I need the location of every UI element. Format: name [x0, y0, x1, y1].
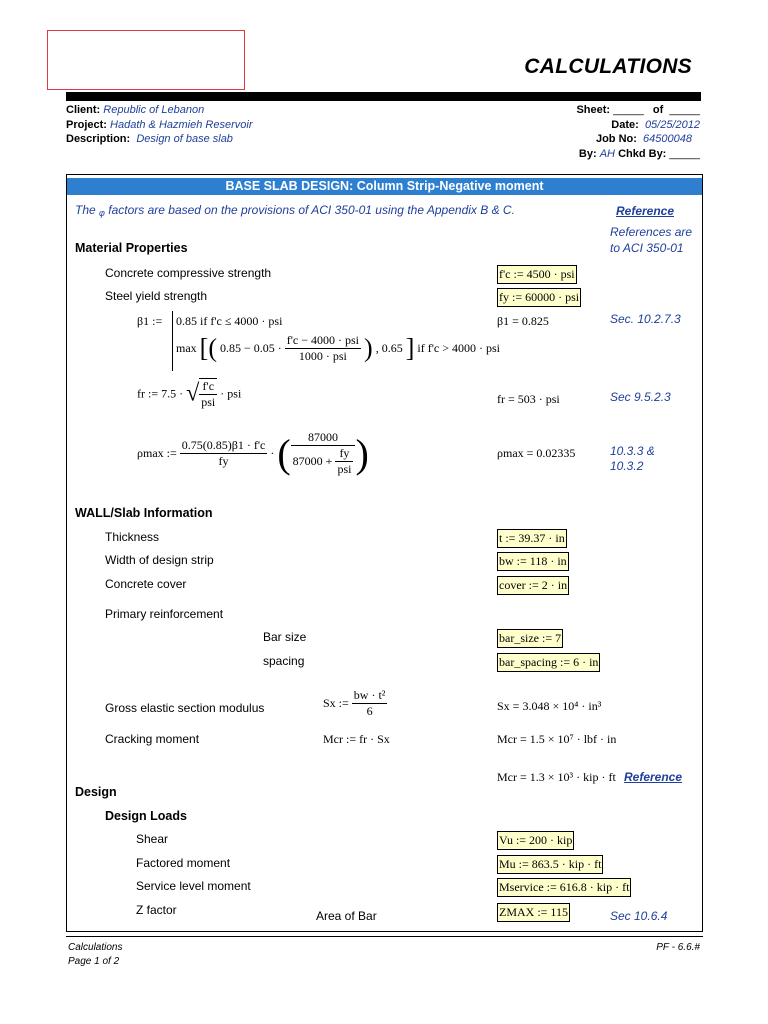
beta-condition: if f'c > 4000 · psi — [417, 341, 500, 355]
project-label: Project: — [66, 119, 107, 131]
description-value: Design of base slab — [136, 133, 233, 145]
rho-ref-2: 10.3.2 — [610, 459, 644, 473]
fr-fraction — [199, 378, 217, 410]
thickness-input[interactable]: t := 39.37 · in — [497, 529, 567, 548]
intro-text-a: The — [75, 203, 96, 217]
fr-frac-den: psi — [201, 395, 216, 409]
fr-def-a: fr := 7.5 · — [137, 386, 184, 401]
beta-max: max — [176, 341, 197, 355]
sheet-label: Sheet: — [576, 104, 611, 116]
chkd-value: _____ — [669, 148, 700, 160]
barsize-input[interactable]: bar_size := 7 — [497, 629, 563, 648]
factored-input[interactable]: Mu := 863.5 · kip · ft — [497, 855, 603, 874]
material-heading: Material Properties — [75, 241, 188, 255]
reference-link[interactable]: Reference — [616, 204, 675, 218]
sx-def — [323, 688, 387, 719]
by-label: By: — [578, 148, 597, 160]
rho-fraction — [180, 438, 268, 469]
cover-label: Concrete cover — [105, 577, 187, 591]
project-value: Hadath & Hazmieh Reservoir — [110, 119, 253, 131]
fr-ref: Sec 9.5.2.3 — [610, 390, 671, 404]
jobno-label: Job No: — [595, 133, 637, 145]
footer-left-2: Page 1 of 2 — [68, 956, 120, 967]
jobno-row — [596, 133, 692, 145]
sheet-row — [576, 104, 700, 116]
fr-result: fr = 503 · psi — [497, 392, 560, 406]
rho-frac2-den-a: 87000 + — [292, 454, 333, 468]
reference-note-1: References are — [610, 225, 693, 239]
footer-divider — [66, 936, 703, 937]
sqrt-sign: √ — [186, 380, 200, 407]
barsize-label: Bar size — [263, 630, 307, 644]
beta-coef: 0.85 − 0.05 · — [220, 341, 282, 355]
beta-fraction — [285, 333, 361, 364]
logo-placeholder — [47, 30, 245, 90]
mcr-def: Mcr := fr · Sx — [323, 732, 390, 746]
paren-close: ) — [364, 333, 373, 363]
rho-dot: · — [270, 446, 275, 460]
fr-def — [137, 378, 241, 410]
footer-right: PF - 6.6.# — [656, 942, 700, 953]
bracket-open: [( — [199, 333, 217, 363]
fc-label: Concrete compressive strength — [105, 266, 272, 280]
spacing-label: spacing — [263, 654, 305, 668]
of-value: _____ — [669, 104, 700, 116]
primary-label: Primary reinforcement — [105, 607, 224, 621]
beta-frac-num: f'c − 4000 · psi — [286, 333, 360, 347]
design-heading: Design — [75, 785, 117, 799]
sx-frac-den: 6 — [366, 704, 373, 718]
rho-frac-den: fy — [218, 454, 229, 468]
rho-frac2-den — [291, 446, 356, 477]
rho-inner-fraction — [335, 446, 353, 477]
rho-result: ρmax = 0.02335 — [497, 446, 576, 460]
sheet-value: _____ — [613, 104, 644, 116]
rho-paren-open: ( — [277, 431, 291, 476]
header-divider — [66, 92, 701, 101]
rho-inner-num: fy — [335, 446, 353, 462]
description-row — [66, 133, 233, 145]
bracket-close: ] — [405, 333, 415, 363]
fr-def-b: · psi — [220, 386, 242, 401]
by-row — [579, 148, 700, 160]
beta-line1: 0.85 if f'c ≤ 4000 · psi — [176, 314, 283, 328]
sx-result: Sx = 3.048 × 10⁴ · in³ — [497, 699, 602, 713]
zfactor-ref: Sec 10.6.4 — [610, 909, 668, 923]
thickness-label: Thickness — [105, 530, 160, 544]
loads-heading: Design Loads — [105, 809, 187, 823]
mcr-label: Cracking moment — [105, 732, 200, 746]
area-of-bar-label: Area of Bar — [316, 909, 377, 923]
wall-heading: WALL/Slab Information — [75, 506, 213, 520]
mcr-result1: Mcr = 1.5 × 10⁷ · lbf · in — [497, 732, 617, 746]
rho-fraction2 — [291, 430, 356, 477]
beta-def: β1 := — [137, 314, 163, 328]
rho-inner-den: psi — [337, 462, 352, 476]
rho-frac2-num: 87000 — [291, 430, 356, 446]
fy-input[interactable]: fy := 60000 · psi — [497, 288, 581, 307]
intro-text — [75, 203, 515, 218]
mcr-reference-link[interactable]: Reference — [624, 770, 683, 784]
width-input[interactable]: bw := 118 · in — [497, 552, 569, 571]
reference-note-2: to ACI 350-01 — [610, 241, 684, 255]
client-label: Client: — [66, 104, 101, 116]
fc-input[interactable]: f'c := 4500 · psi — [497, 265, 577, 284]
beta-frac-den: 1000 · psi — [298, 349, 347, 363]
fr-frac-num: f'c — [199, 379, 217, 395]
beta-min: , 0.65 — [375, 341, 403, 355]
document-title: CALCULATIONS — [524, 55, 692, 78]
factored-label: Factored moment — [136, 856, 231, 870]
service-input[interactable]: Mservice := 616.8 · kip · ft — [497, 878, 631, 897]
beta-result: β1 = 0.825 — [497, 314, 549, 328]
date-label: Date: — [611, 119, 639, 131]
of-label: of — [652, 104, 664, 116]
phi-symbol: φ — [99, 208, 105, 218]
sx-fraction — [352, 688, 388, 719]
shear-label: Shear — [136, 832, 169, 846]
intro-text-b: factors are based on the provisions of ACI 350-01 using the Appendix B & C. — [108, 203, 515, 217]
date-row — [611, 119, 700, 131]
section-title: BASE SLAB DESIGN: Column Strip-Negative moment — [67, 178, 702, 195]
shear-input[interactable]: Vu := 200 · kip — [497, 831, 574, 850]
client-row — [66, 104, 204, 116]
sx-def-a: Sx := — [323, 696, 349, 710]
jobno-value: 64500048 — [643, 133, 692, 145]
rho-ref-1: 10.3.3 & — [610, 444, 655, 458]
zfactor-input[interactable]: ZMAX := 115 — [497, 903, 570, 922]
description-label: Description: — [66, 133, 131, 145]
client-value: Republic of Lebanon — [103, 104, 205, 116]
project-row — [66, 119, 252, 131]
zfactor-label: Z factor — [136, 903, 177, 917]
beta-ref: Sec. 10.2.7.3 — [610, 312, 681, 326]
service-label: Service level moment — [136, 879, 251, 893]
rho-frac-num: 0.75(0.85)β1 · f'c — [181, 438, 266, 452]
rho-def — [137, 430, 369, 477]
rho-def-a: ρmax := — [137, 446, 177, 460]
piecewise-bar — [172, 311, 173, 371]
fy-label: Steel yield strength — [105, 289, 208, 303]
width-label: Width of design strip — [105, 553, 214, 567]
cover-input[interactable]: cover := 2 · in — [497, 576, 569, 595]
chkd-label: Chkd By: — [618, 148, 667, 160]
beta-line2 — [176, 333, 500, 364]
sx-label: Gross elastic section modulus — [105, 701, 265, 715]
rho-paren-close: ) — [355, 431, 369, 476]
mcr-result2: Mcr = 1.3 × 10³ · kip · ft — [497, 770, 616, 784]
spacing-input[interactable]: bar_spacing := 6 · in — [497, 653, 600, 672]
sx-frac-num: bw · t² — [353, 688, 386, 702]
footer-left-1: Calculations — [68, 942, 123, 953]
by-value: AH — [599, 148, 615, 160]
date-value: 05/25/2012 — [644, 119, 700, 131]
